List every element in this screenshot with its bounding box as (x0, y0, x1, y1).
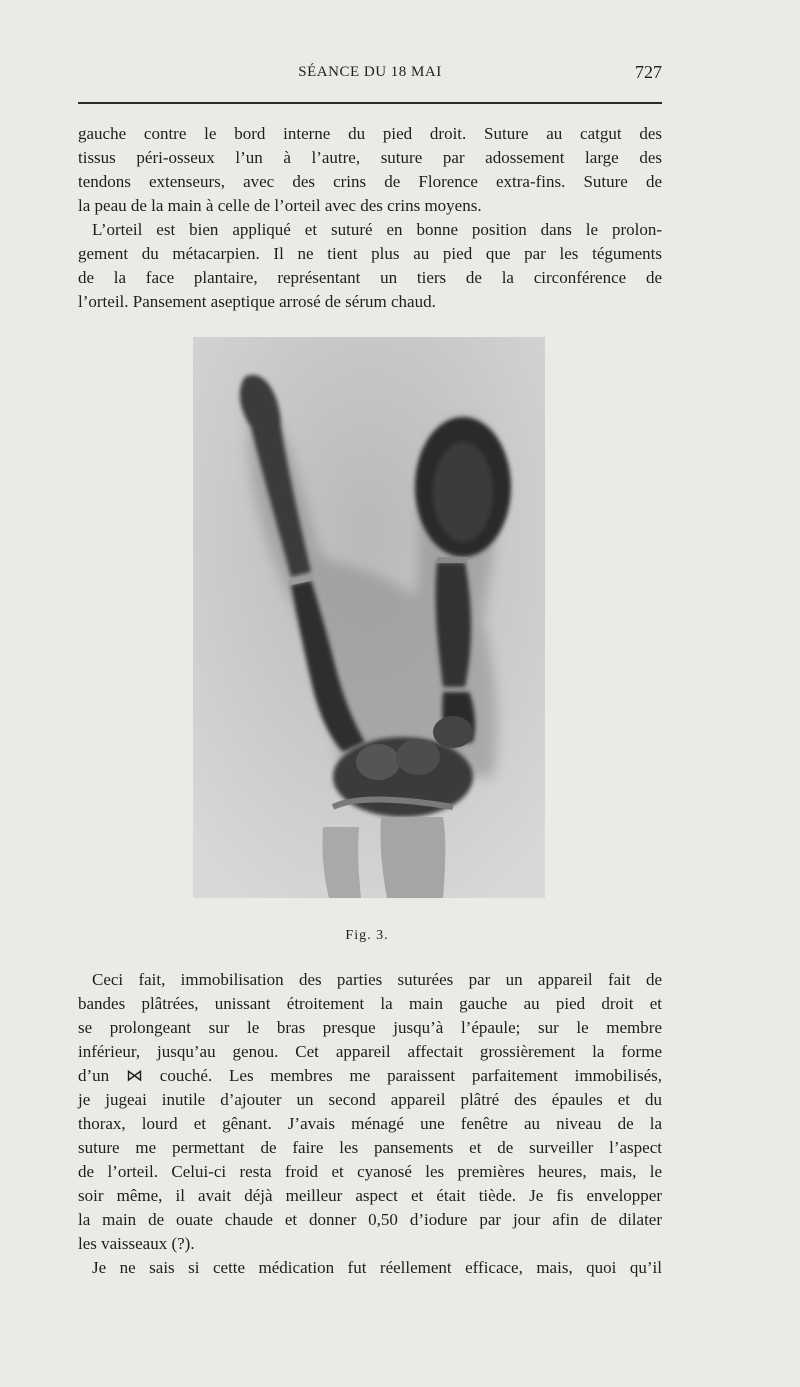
text-line: Je ne sais si cette médication fut réellement efficace, mais, quoi qu’il (92, 1258, 662, 1277)
text-line: suture me permettant de faire les pansements et de surveiller l’aspect (78, 1138, 662, 1157)
text-line: gauche contre le bord interne du pied droit. Suture au catgut des (78, 124, 662, 143)
header-rule (78, 102, 662, 104)
paragraph-4 (78, 1256, 662, 1280)
text-line: L’orteil est bien appliqué et suturé en bonne position dans le prolon- (92, 220, 662, 239)
text-line: tendons extenseurs, avec des crins de Florence extra-fins. Suture de (78, 172, 662, 191)
xray-figure (193, 337, 545, 898)
text-line: bandes plâtrées, unissant étroitement la main gauche au pied droit et (78, 994, 662, 1013)
paragraph-3 (78, 968, 662, 1256)
running-title: SÉANCE DU 18 MAI (298, 64, 442, 80)
xray-image (193, 337, 545, 898)
text-line: inférieur, jusqu’au genou. Cet appareil affectait grossièrement la forme (78, 1042, 662, 1061)
text-line: de l’orteil. Celui-ci resta froid et cyanosé les premières heures, mais, le (78, 1162, 662, 1181)
text-line: tissus péri-osseux l’un à l’autre, suture par adossement large des (78, 148, 662, 167)
text-line: se prolongeant sur le bras presque jusqu’à l’épaule; sur le membre (78, 1018, 662, 1037)
text-line: gement du métacarpien. Il ne tient plus au pied que par les téguments (78, 244, 662, 263)
text-line: les vaisseaux (?). (78, 1234, 195, 1253)
text-line: thorax, lourd et gênant. J’avais ménagé une fenêtre au niveau de la (78, 1114, 662, 1133)
text-line: la main de ouate chaude et donner 0,50 d’iodure par jour afin de dilater (78, 1210, 662, 1229)
text-line: Ceci fait, immobilisation des parties suturées par un appareil fait de (92, 970, 662, 989)
paragraph-2 (78, 218, 662, 314)
text-line: je jugeai inutile d’ajouter un second appareil plâtré des épaules et du (78, 1090, 662, 1109)
text-line: d’un ⋈ couché. Les membres me paraissent parfaitement immobilisés, (78, 1066, 662, 1085)
figure-caption: Fig. 3. (345, 928, 389, 943)
page-number: 727 (635, 62, 662, 82)
paragraph-1 (78, 122, 662, 218)
text-line: de la face plantaire, représentant un tiers de la circonférence de (78, 268, 662, 287)
text-line: l’orteil. Pansement aseptique arrosé de sérum chaud. (78, 292, 436, 311)
text-line: soir même, il avait déjà meilleur aspect et était tiède. Je fis envelopper (78, 1186, 662, 1205)
running-head (78, 62, 662, 86)
text-line: la peau de la main à celle de l’orteil avec des crins moyens. (78, 196, 482, 215)
